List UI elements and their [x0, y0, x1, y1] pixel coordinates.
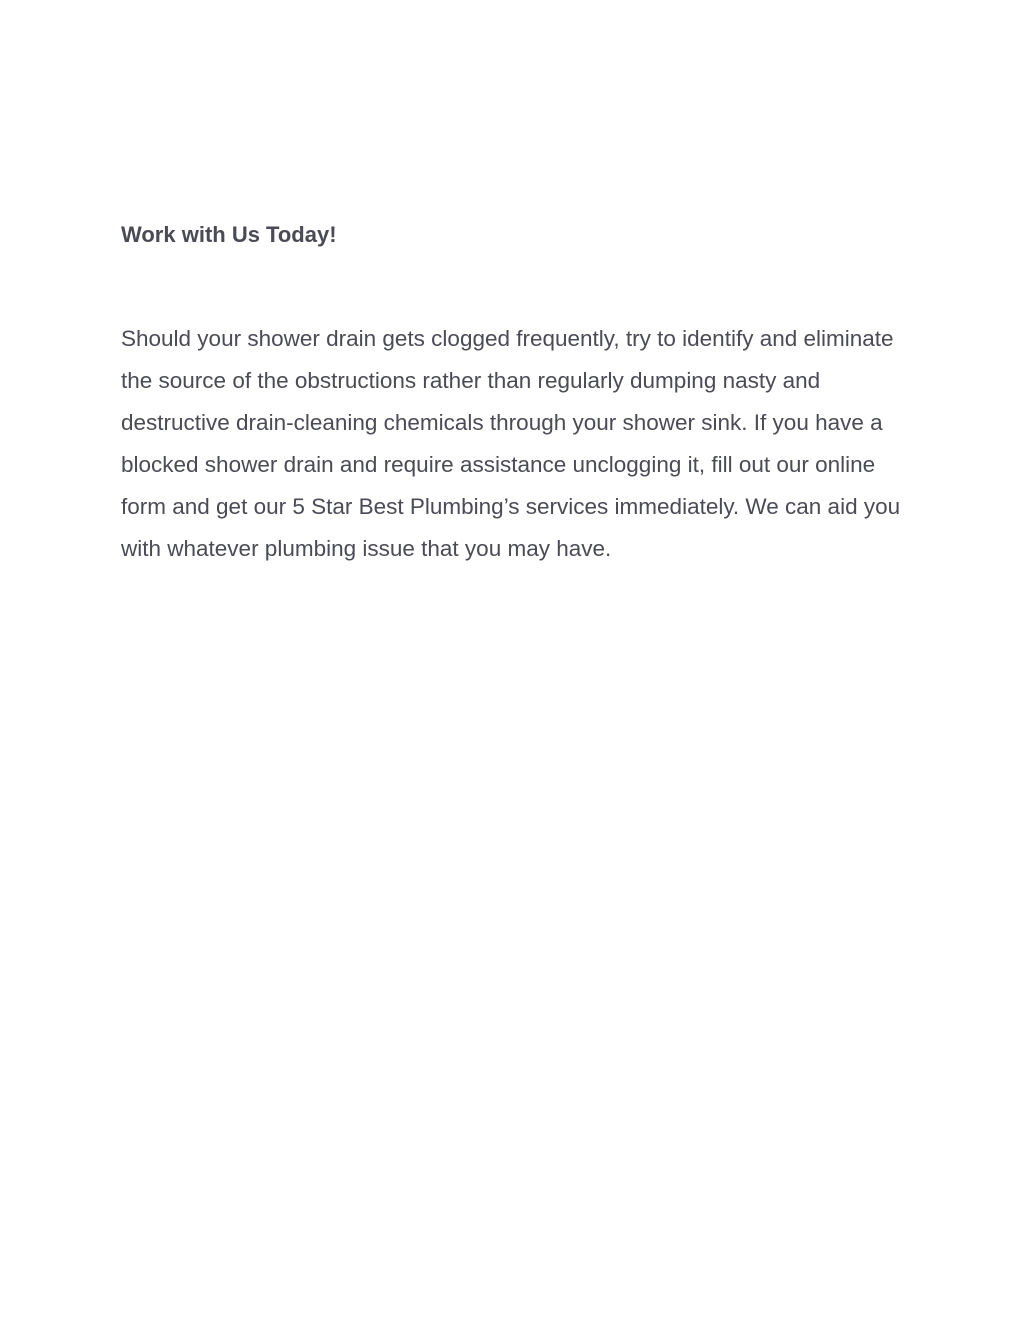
body-paragraph: Should your shower drain gets clogged frequently, try to identify and eliminate the source of the obstructions rather than regularly dumping nasty and destructive drain-cleaning chemicals through your shower sink. If you have a blocked shower drain and require assistance unclogging it, fill out our online form and get our 5 Star Best Plumbing’s services immediately. We can aid you with whatever plumbing issue that you may have.	[121, 326, 901, 561]
section-heading: Work with Us Today!	[121, 222, 337, 247]
document-body	[121, 218, 911, 570]
